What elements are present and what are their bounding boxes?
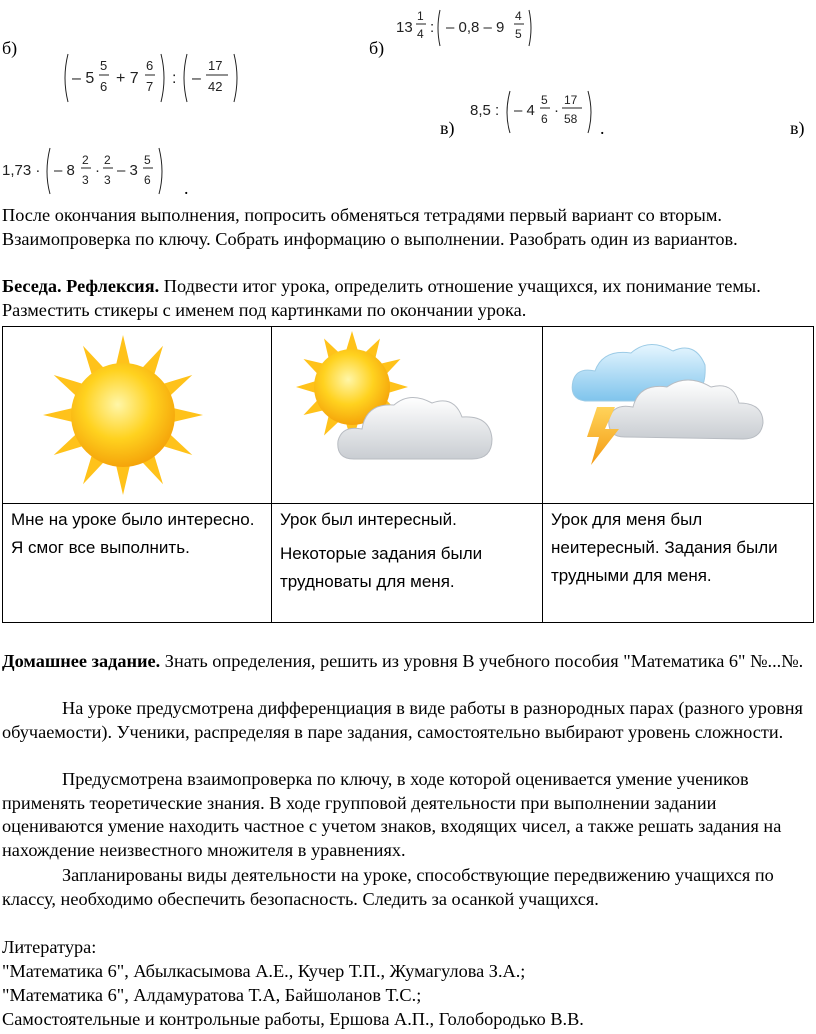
sun-cloud-icon bbox=[286, 329, 526, 501]
sun-icon bbox=[9, 329, 249, 501]
reflection-table bbox=[2, 326, 814, 623]
literature-item-3: Самостоятельные и контрольные работы, Ершова А.П., Голобородько В.В. bbox=[2, 1009, 584, 1029]
table-cell-text-1 bbox=[3, 504, 272, 623]
exercise-formula-3 bbox=[470, 85, 610, 137]
instruction-paragraph: После окончания выполнения, попросить обменяться тетрадями первый вариант со вторым. Взаимопроверка по ключу. Собрать информацию о выполнении. Разобрать один из вариантов. bbox=[2, 205, 738, 249]
svg-text:42: 42 bbox=[208, 79, 223, 94]
svg-text:58: 58 bbox=[564, 112, 578, 126]
svg-text:·: · bbox=[554, 102, 559, 119]
svg-text::: : bbox=[430, 19, 435, 36]
svg-text:6: 6 bbox=[100, 79, 108, 94]
reflection-text: Подвести итог урока, определить отношение учащихся, их понимание темы. Разместить стикеры с именем под картинками по окончании урока. bbox=[2, 276, 761, 320]
svg-text:6: 6 bbox=[146, 58, 154, 73]
svg-text:6: 6 bbox=[541, 112, 548, 126]
svg-text:6: 6 bbox=[144, 173, 151, 187]
exercise-formula-2 bbox=[62, 50, 252, 106]
reflection-heading: Беседа. Рефлексия. bbox=[2, 276, 160, 296]
svg-text:1,73 ·: 1,73 · bbox=[2, 162, 41, 179]
svg-text:·: · bbox=[95, 162, 100, 179]
svg-text:– 0,8 – 9: – 0,8 – 9 bbox=[446, 19, 505, 36]
svg-text:1: 1 bbox=[417, 9, 424, 23]
safety-paragraph: Запланированы виды деятельности на уроке, способствующие передвижению учащихся по классу, необходимо обеспечить безопасность. Следить за осанкой учащихся. bbox=[2, 865, 774, 909]
svg-text:7: 7 bbox=[146, 79, 154, 94]
svg-text:3: 3 bbox=[104, 173, 111, 187]
svg-text:13: 13 bbox=[396, 19, 413, 36]
svg-text:– 4: – 4 bbox=[514, 102, 535, 119]
storm-cloud-icon bbox=[557, 329, 797, 501]
svg-text:– 3: – 3 bbox=[117, 162, 138, 179]
table-cell-text-3 bbox=[543, 504, 814, 623]
exercise-formula-4 bbox=[2, 144, 184, 196]
homework-paragraph bbox=[2, 650, 814, 674]
literature-title: Литература: bbox=[2, 937, 97, 957]
svg-text:–: – bbox=[192, 70, 201, 87]
svg-text:17: 17 bbox=[208, 58, 223, 73]
exercise-formula-1 bbox=[396, 2, 546, 50]
svg-text:– 5: – 5 bbox=[72, 70, 95, 87]
label-dot: . bbox=[600, 118, 605, 138]
label-v-mid: в) bbox=[440, 118, 455, 138]
svg-text:3: 3 bbox=[82, 173, 89, 187]
homework-text: Знать определения, решить из уровня В учебного пособия "Математика 6" №...№. bbox=[160, 651, 804, 671]
reflection-paragraph bbox=[2, 275, 814, 322]
svg-text:17: 17 bbox=[564, 93, 578, 107]
svg-text:5: 5 bbox=[515, 27, 522, 41]
table-cell-sun bbox=[3, 327, 272, 504]
svg-text:– 8: – 8 bbox=[54, 162, 75, 179]
reflection-option-2a: Урок был интересный. bbox=[280, 510, 457, 529]
literature-item-2: "Математика 6", Алдамуратова Т.А, Байшоланов Т.С.; bbox=[2, 985, 422, 1005]
svg-text:2: 2 bbox=[104, 153, 111, 167]
reflection-option-2b: Некоторые задания были трудноваты для меня. bbox=[280, 544, 483, 591]
svg-text:5: 5 bbox=[144, 153, 151, 167]
reflection-option-3: Урок для меня был неитересный. Задания были трудными для меня. bbox=[551, 510, 778, 585]
label-b-right: б) bbox=[369, 38, 385, 58]
table-cell-storm bbox=[543, 327, 814, 504]
svg-text:5: 5 bbox=[100, 58, 108, 73]
label-dot-2: . bbox=[184, 178, 189, 198]
svg-text:+ 7: + 7 bbox=[116, 70, 139, 87]
svg-text:5: 5 bbox=[541, 93, 548, 107]
svg-text:4: 4 bbox=[515, 9, 522, 23]
svg-text:4: 4 bbox=[417, 27, 424, 41]
table-cell-sun-cloud bbox=[272, 327, 543, 504]
svg-text::: : bbox=[172, 70, 177, 87]
reflection-option-1: Мне на уроке было интересно. Я смог все выполнить. bbox=[11, 510, 255, 557]
assessment-paragraph: Предусмотрена взаимопроверка по ключу, в ходе которой оценивается умение учеников применять теоретические знания. В ходе групповой деятельности при выполнении задании оцениваются умение находить частное с учетом знаков, входящих чисел, а также решать задания на нахождение неизвестного множителя в уравнениях. bbox=[2, 769, 782, 860]
homework-heading: Домашнее задание. bbox=[2, 651, 161, 671]
label-b-left: б) bbox=[2, 38, 18, 58]
svg-text:8,5 :: 8,5 : bbox=[470, 102, 500, 119]
differentiation-paragraph: На уроке предусмотрена дифференциация в виде работы в разнородных парах (разного уровня обучаемости). Ученики, распределяя в паре задания, самостоятельно выбирают уровень сложности. bbox=[2, 698, 803, 742]
table-cell-text-2 bbox=[272, 504, 543, 623]
svg-text:2: 2 bbox=[82, 153, 89, 167]
literature-item-1: "Математика 6", Абылкасымова А.Е., Кучер Т.П., Жумагулова З.А.; bbox=[2, 961, 526, 981]
label-v-right: в) bbox=[790, 118, 805, 138]
